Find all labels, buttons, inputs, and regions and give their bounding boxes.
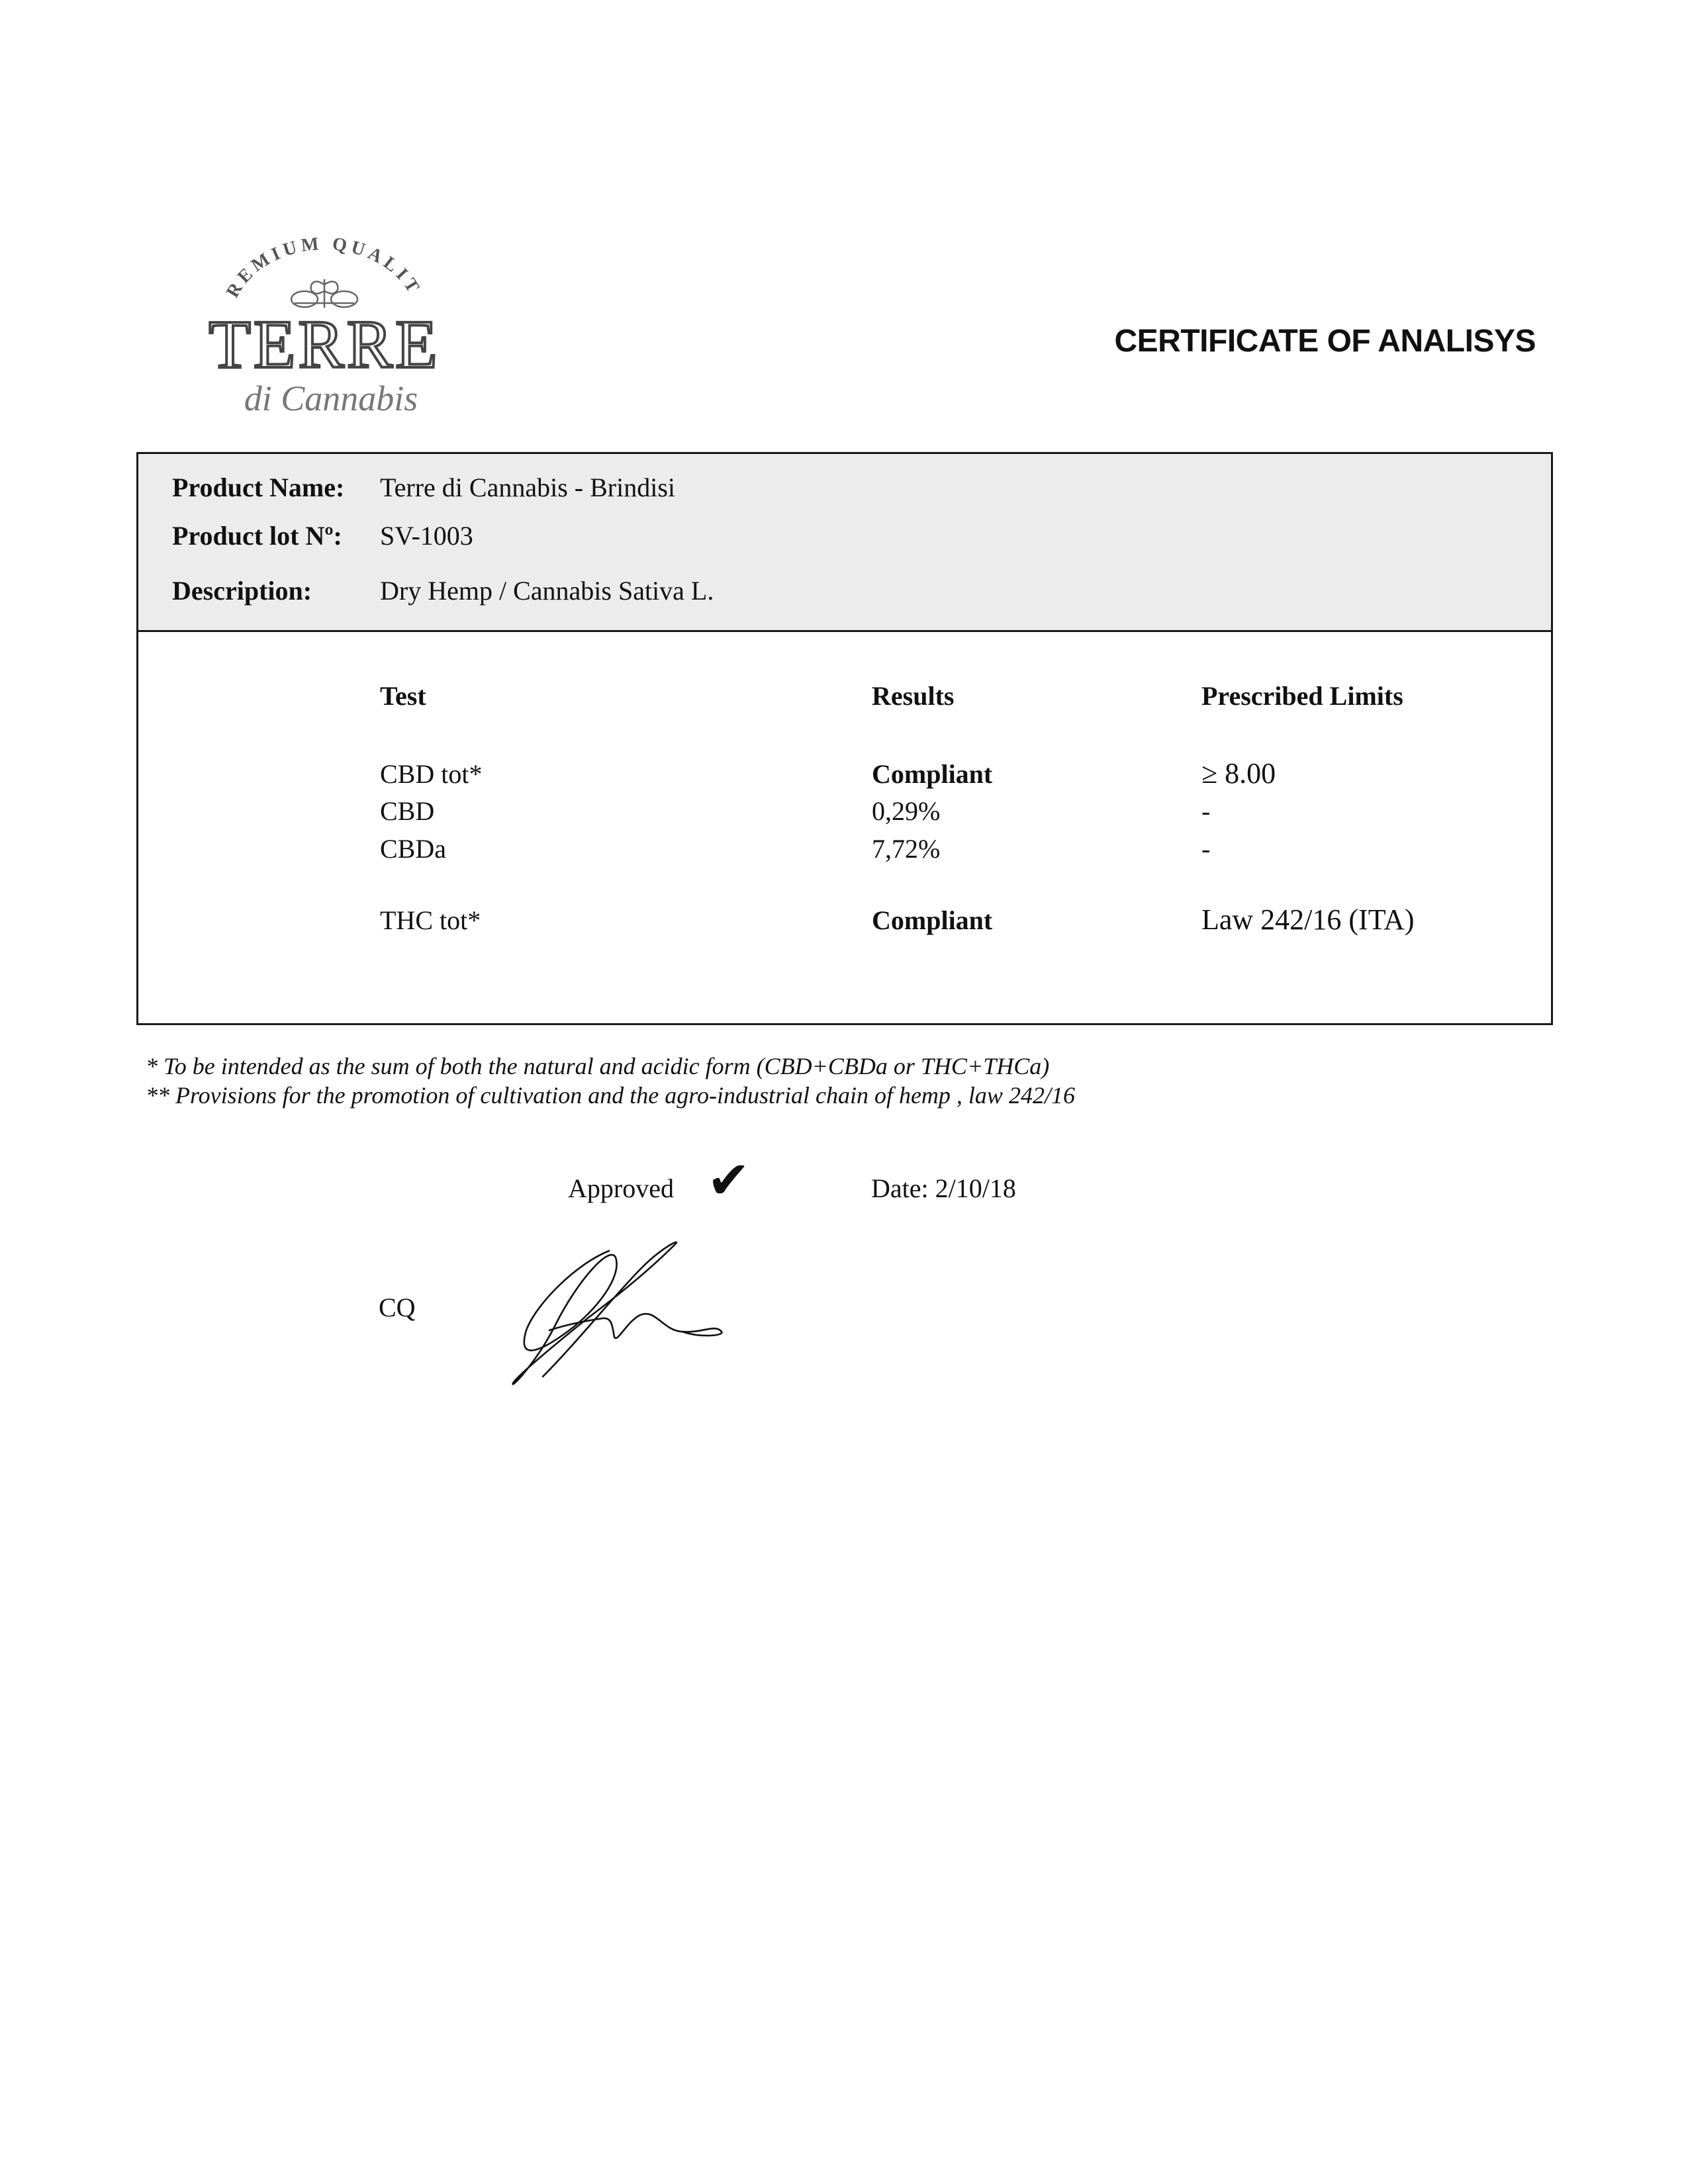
product-name-label: Product Name: [172,473,345,502]
description-label: Description: [172,576,312,606]
table-row-limit: - [1201,796,1211,826]
svg-text:PREMIUM QUALITY [179,218,425,301]
company-logo [179,218,470,417]
table-row-result: Compliant [872,905,993,935]
footnote-law: ** Provisions for the promotion of cultivation and the agro-industrial chain of hemp , law 242/16 [146,1082,1075,1109]
table-row-limit: ≥ 8.00 [1201,757,1276,790]
column-header-results: Results [872,681,955,711]
table-row-limit: Law 242/16 (ITA) [1201,903,1415,936]
signer-label: CQ [379,1293,416,1322]
table-row-result: 0,29% [872,796,941,826]
document-title: CERTIFICATE OF ANALISYS [1114,324,1536,359]
check-mark-icon: ✔ [707,1152,751,1209]
analysis-table [136,452,1553,1025]
approved-label: Approved [568,1173,674,1203]
table-row-limit: - [1201,834,1211,864]
logo-wordmark: TERRE [209,306,440,383]
logo-subtitle: di Cannabis [244,379,418,417]
product-lot-label: Product lot Nº: [172,521,342,551]
column-header-limits: Prescribed Limits [1201,681,1403,711]
description-value: Dry Hemp / Cannabis Sativa L. [380,576,714,606]
product-lot-value: SV-1003 [380,521,473,551]
table-row-test: CBDa [380,834,446,864]
table-row-test: THC tot* [380,905,481,935]
product-name-value: Terre di Cannabis - Brindisi [380,473,675,502]
column-header-test: Test [380,681,426,711]
table-row-result: Compliant [872,759,993,789]
approval-date: Date: 2/10/18 [871,1173,1016,1203]
footnote-sum: * To be intended as the sum of both the natural and acidic form (CBD+CBDa or THC+THCa) [146,1053,1050,1079]
signature-image [496,1231,761,1403]
leaf-emblem-icon [291,279,357,308]
table-row-result: 7,72% [872,834,941,864]
logo-arc-text: REMIUM QUALIT [222,233,426,302]
product-info-section [138,454,1551,632]
table-row-test: CBD [380,796,435,826]
table-row-test: CBD tot* [380,759,483,789]
